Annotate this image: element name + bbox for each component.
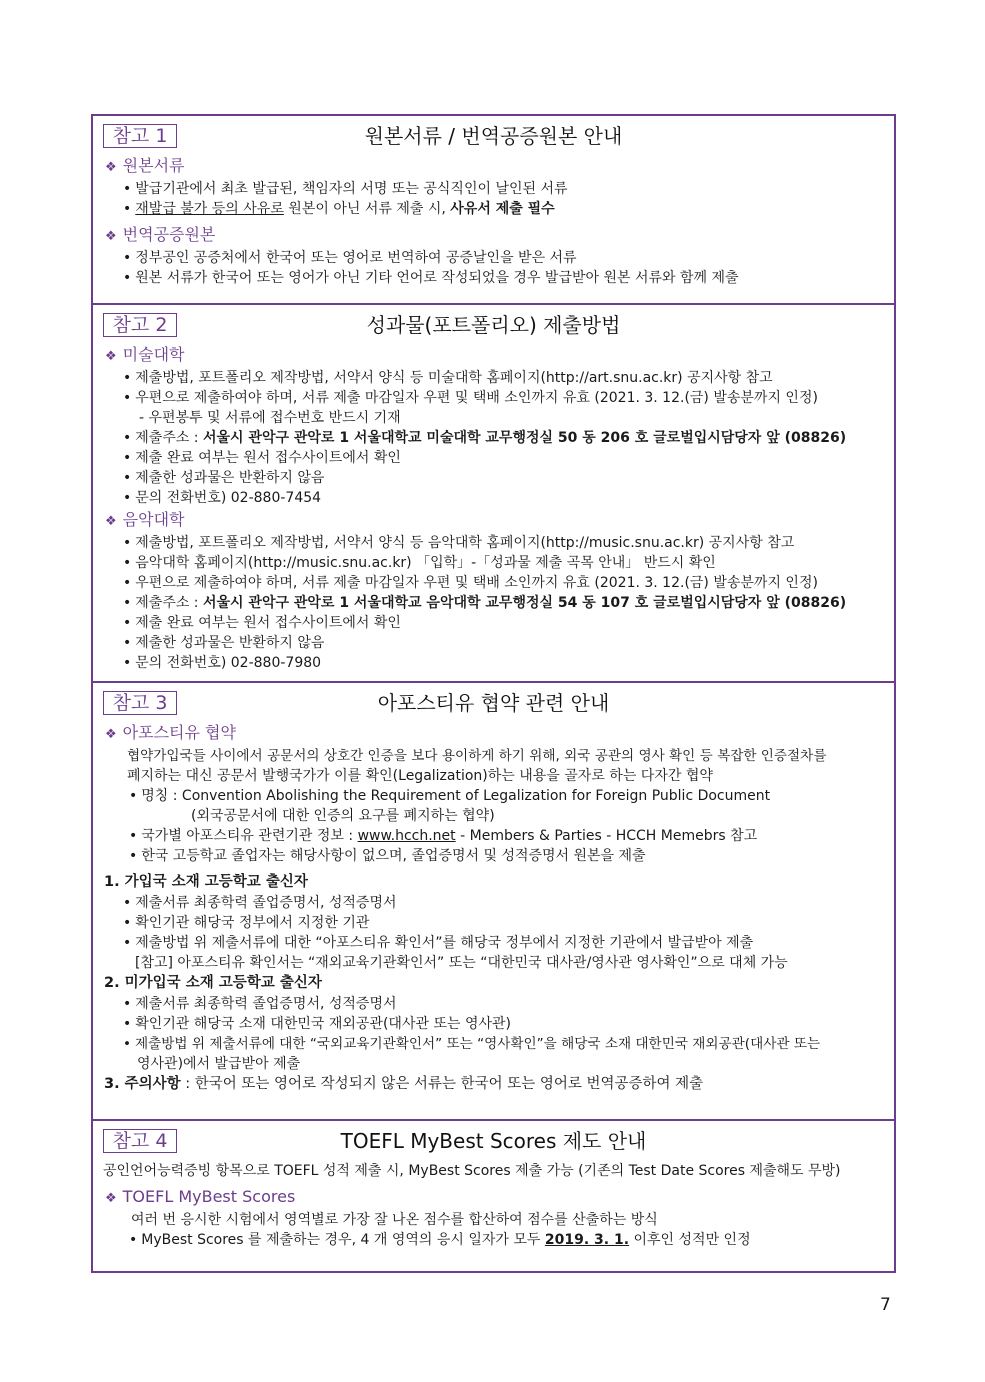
bullet-icon: •	[123, 555, 132, 571]
numbered-heading: 3. 주의사항 : 한국어 또는 영어로 작성되지 않은 서류는 한국어 또는 영어로 번역공증하여 제출	[104, 1076, 704, 1092]
list-item: • 확인기관 해당국 정부에서 지정한 기관	[123, 915, 370, 931]
intro-line: 공인언어능력증빙 항목으로 TOEFL 성적 제출 시, MyBest Scores 제출 가능 (기존의 Test Date Scores 제출해도 무방)	[103, 1163, 841, 1179]
list-item: • 우편으로 제출하여야 하며, 서류 제출 마감일자 우편 및 택배 소인까지 유효 (2021. 3. 12.(금) 발송분까지 인정)	[123, 390, 818, 406]
bullet-icon: •	[129, 848, 138, 864]
list-item: • 제출 완료 여부는 원서 접수사이트에서 확인	[123, 450, 401, 466]
diamond-icon: ❖	[105, 349, 117, 364]
bullet-icon: •	[123, 450, 132, 466]
numbered-heading: 2. 미가입국 소재 고등학교 출신자	[104, 975, 322, 991]
list-item: • 발급기관에서 최초 발급된, 책임자의 서명 또는 공식직인이 날인된 서류	[123, 181, 568, 197]
numbered-heading: 1. 가입국 소재 고등학교 출신자	[104, 874, 308, 890]
bullet-icon: •	[123, 201, 132, 217]
hcch-link[interactable]: www.hcch.net	[357, 828, 456, 844]
list-subitem: (외국공문서에 대한 인증의 요구를 폐지하는 협약)	[191, 808, 495, 824]
section-portfolio	[93, 303, 894, 681]
section-tag: 참고 1	[103, 124, 177, 148]
subheading-toefl: ❖ TOEFL MyBest Scores	[105, 1187, 296, 1206]
list-item: • 제출서류 최종학력 졸업증명서, 성적증명서	[123, 895, 397, 911]
list-item: • 국가별 아포스티유 관련기관 정보 : www.hcch.net - Members & Parties - HCCH Memebrs 참고	[129, 828, 758, 844]
diamond-icon: ❖	[105, 1191, 117, 1206]
subheading-music: ❖ 음악대학	[105, 510, 185, 529]
bullet-icon: •	[123, 370, 132, 386]
list-item: • 제출주소 : 서울시 관악구 관악로 1 서울대학교 미술대학 교무행정실 50 동 206 호 글로벌입시담당자 앞 (08826)	[123, 430, 847, 446]
bullet-icon: •	[123, 1016, 132, 1032]
list-item: • 확인기관 해당국 소재 대한민국 재외공관(대사관 또는 영사관)	[123, 1016, 511, 1032]
list-item: • 제출방법 위 제출서류에 대한 “국외교육기관확인서” 또는 “영사확인”을 해당국 소재 대한민국 재외공관(대사관 또는	[123, 1036, 821, 1052]
list-item: • MyBest Scores 를 제출하는 경우, 4 개 영역의 응시 일자가 모두 2019. 3. 1. 이후인 성적만 인정	[129, 1232, 751, 1248]
bullet-icon: •	[123, 470, 132, 486]
section-apostille	[93, 681, 894, 1119]
section-tag: 참고 3	[103, 691, 177, 715]
bullet-icon: •	[123, 250, 132, 266]
bullet-icon: •	[123, 635, 132, 651]
list-item: • 제출서류 최종학력 졸업증명서, 성적증명서	[123, 996, 397, 1012]
section-original-documents	[93, 116, 894, 303]
list-item: • 제출방법, 포트폴리오 제작방법, 서약서 양식 등 음악대학 홈페이지(http://music.snu.ac.kr) 공지사항 참고	[123, 535, 795, 551]
bullet-icon: •	[123, 655, 132, 671]
list-item: • 제출방법, 포트폴리오 제작방법, 서약서 양식 등 미술대학 홈페이지(http://art.snu.ac.kr) 공지사항 참고	[123, 370, 773, 386]
bullet-icon: •	[129, 828, 138, 844]
list-item: • 우편으로 제출하여야 하며, 서류 제출 마감일자 우편 및 택배 소인까지 유효 (2021. 3. 12.(금) 발송분까지 인정)	[123, 575, 818, 591]
bullet-icon: •	[123, 915, 132, 931]
bullet-icon: •	[123, 490, 132, 506]
diamond-icon: ❖	[105, 727, 117, 742]
section-title: 성과물(포트폴리오) 제출방법	[366, 313, 621, 337]
section-tag: 참고 4	[103, 1129, 177, 1153]
list-subitem: - 우편봉투 및 서류에 접수번호 반드시 기재	[139, 410, 401, 426]
subheading-translation: ❖ 번역공증원본	[105, 225, 216, 244]
list-item: • 원본 서류가 한국어 또는 영어가 아닌 기타 언어로 작성되었을 경우 발급받아 원본 서류와 함께 제출	[123, 270, 739, 286]
paragraph-line: 폐지하는 대신 공문서 발행국가가 이를 확인(Legalization)하는 내용을 골자로 하는 다자간 협약	[127, 768, 713, 784]
list-item: • 문의 전화번호) 02-880-7980	[123, 655, 322, 671]
paragraph-line: 여러 번 응시한 시험에서 영역별로 가장 잘 나온 점수를 합산하여 점수를 산출하는 방식	[131, 1212, 658, 1228]
subheading-original: ❖ 원본서류	[105, 156, 185, 175]
list-item: • 제출주소 : 서울시 관악구 관악로 1 서울대학교 음악대학 교무행정실 54 동 107 호 글로벌입시담당자 앞 (08826)	[123, 595, 847, 611]
note-line: [참고] 아포스티유 확인서는 “재외교육기관확인서” 또는 “대한민국 대사관/영사관 영사확인”으로 대체 가능	[135, 955, 788, 971]
bullet-icon: •	[123, 390, 132, 406]
diamond-icon: ❖	[105, 160, 117, 175]
paragraph-line: 협약가입국들 사이에서 공문서의 상호간 인증을 보다 용이하게 하기 위해, 외국 공관의 영사 확인 등 복잡한 인증절차를	[127, 748, 827, 764]
list-item: • 정부공인 공증처에서 한국어 또는 영어로 번역하여 공증날인을 받은 서류	[123, 250, 577, 266]
bullet-icon: •	[123, 270, 132, 286]
section-tag: 참고 2	[103, 313, 177, 337]
section-title: TOEFL MyBest Scores 제도 안내	[340, 1129, 647, 1153]
list-item: • 재발급 불가 등의 사유로 원본이 아닌 서류 제출 시, 사유서 제출 필수	[123, 201, 555, 217]
subheading-apostille: ❖ 아포스티유 협약	[105, 723, 236, 742]
list-item: • 제출한 성과물은 반환하지 않음	[123, 635, 325, 651]
list-item: • 문의 전화번호) 02-880-7454	[123, 490, 322, 506]
bullet-icon: •	[123, 535, 132, 551]
bullet-icon: •	[129, 788, 138, 804]
bullet-icon: •	[123, 935, 132, 951]
list-item: • 제출 완료 여부는 원서 접수사이트에서 확인	[123, 615, 401, 631]
bullet-icon: •	[123, 430, 132, 446]
list-item-continuation: 영사관)에서 발급받아 제출	[137, 1056, 301, 1072]
diamond-icon: ❖	[105, 229, 117, 244]
notice-frame	[91, 114, 896, 1273]
subheading-art: ❖ 미술대학	[105, 345, 185, 364]
list-item: • 명칭 : Convention Abolishing the Requirement of Legalization for Foreign Public Document	[129, 788, 771, 804]
page-number: 7	[880, 1295, 891, 1315]
bullet-icon: •	[123, 996, 132, 1012]
bullet-icon: •	[123, 895, 132, 911]
section-title: 원본서류 / 번역공증원본 안내	[364, 124, 623, 148]
bullet-icon: •	[123, 181, 132, 197]
list-item: • 음악대학 홈페이지(http://music.snu.ac.kr) 「입학」-「성과물 제출 곡목 안내」 반드시 확인	[123, 555, 716, 571]
bullet-icon: •	[123, 595, 132, 611]
list-item: • 제출방법 위 제출서류에 대한 “아포스티유 확인서”를 해당국 정부에서 지정한 기관에서 발급받아 제출	[123, 935, 754, 951]
bullet-icon: •	[123, 1036, 132, 1052]
section-title: 아포스티유 협약 관련 안내	[377, 691, 610, 715]
section-toefl	[93, 1119, 894, 1271]
diamond-icon: ❖	[105, 514, 117, 529]
bullet-icon: •	[123, 615, 132, 631]
list-item: • 한국 고등학교 졸업자는 해당사항이 없으며, 졸업증명서 및 성적증명서 원본을 제출	[129, 848, 646, 864]
list-item: • 제출한 성과물은 반환하지 않음	[123, 470, 325, 486]
bullet-icon: •	[129, 1232, 138, 1248]
bullet-icon: •	[123, 575, 132, 591]
